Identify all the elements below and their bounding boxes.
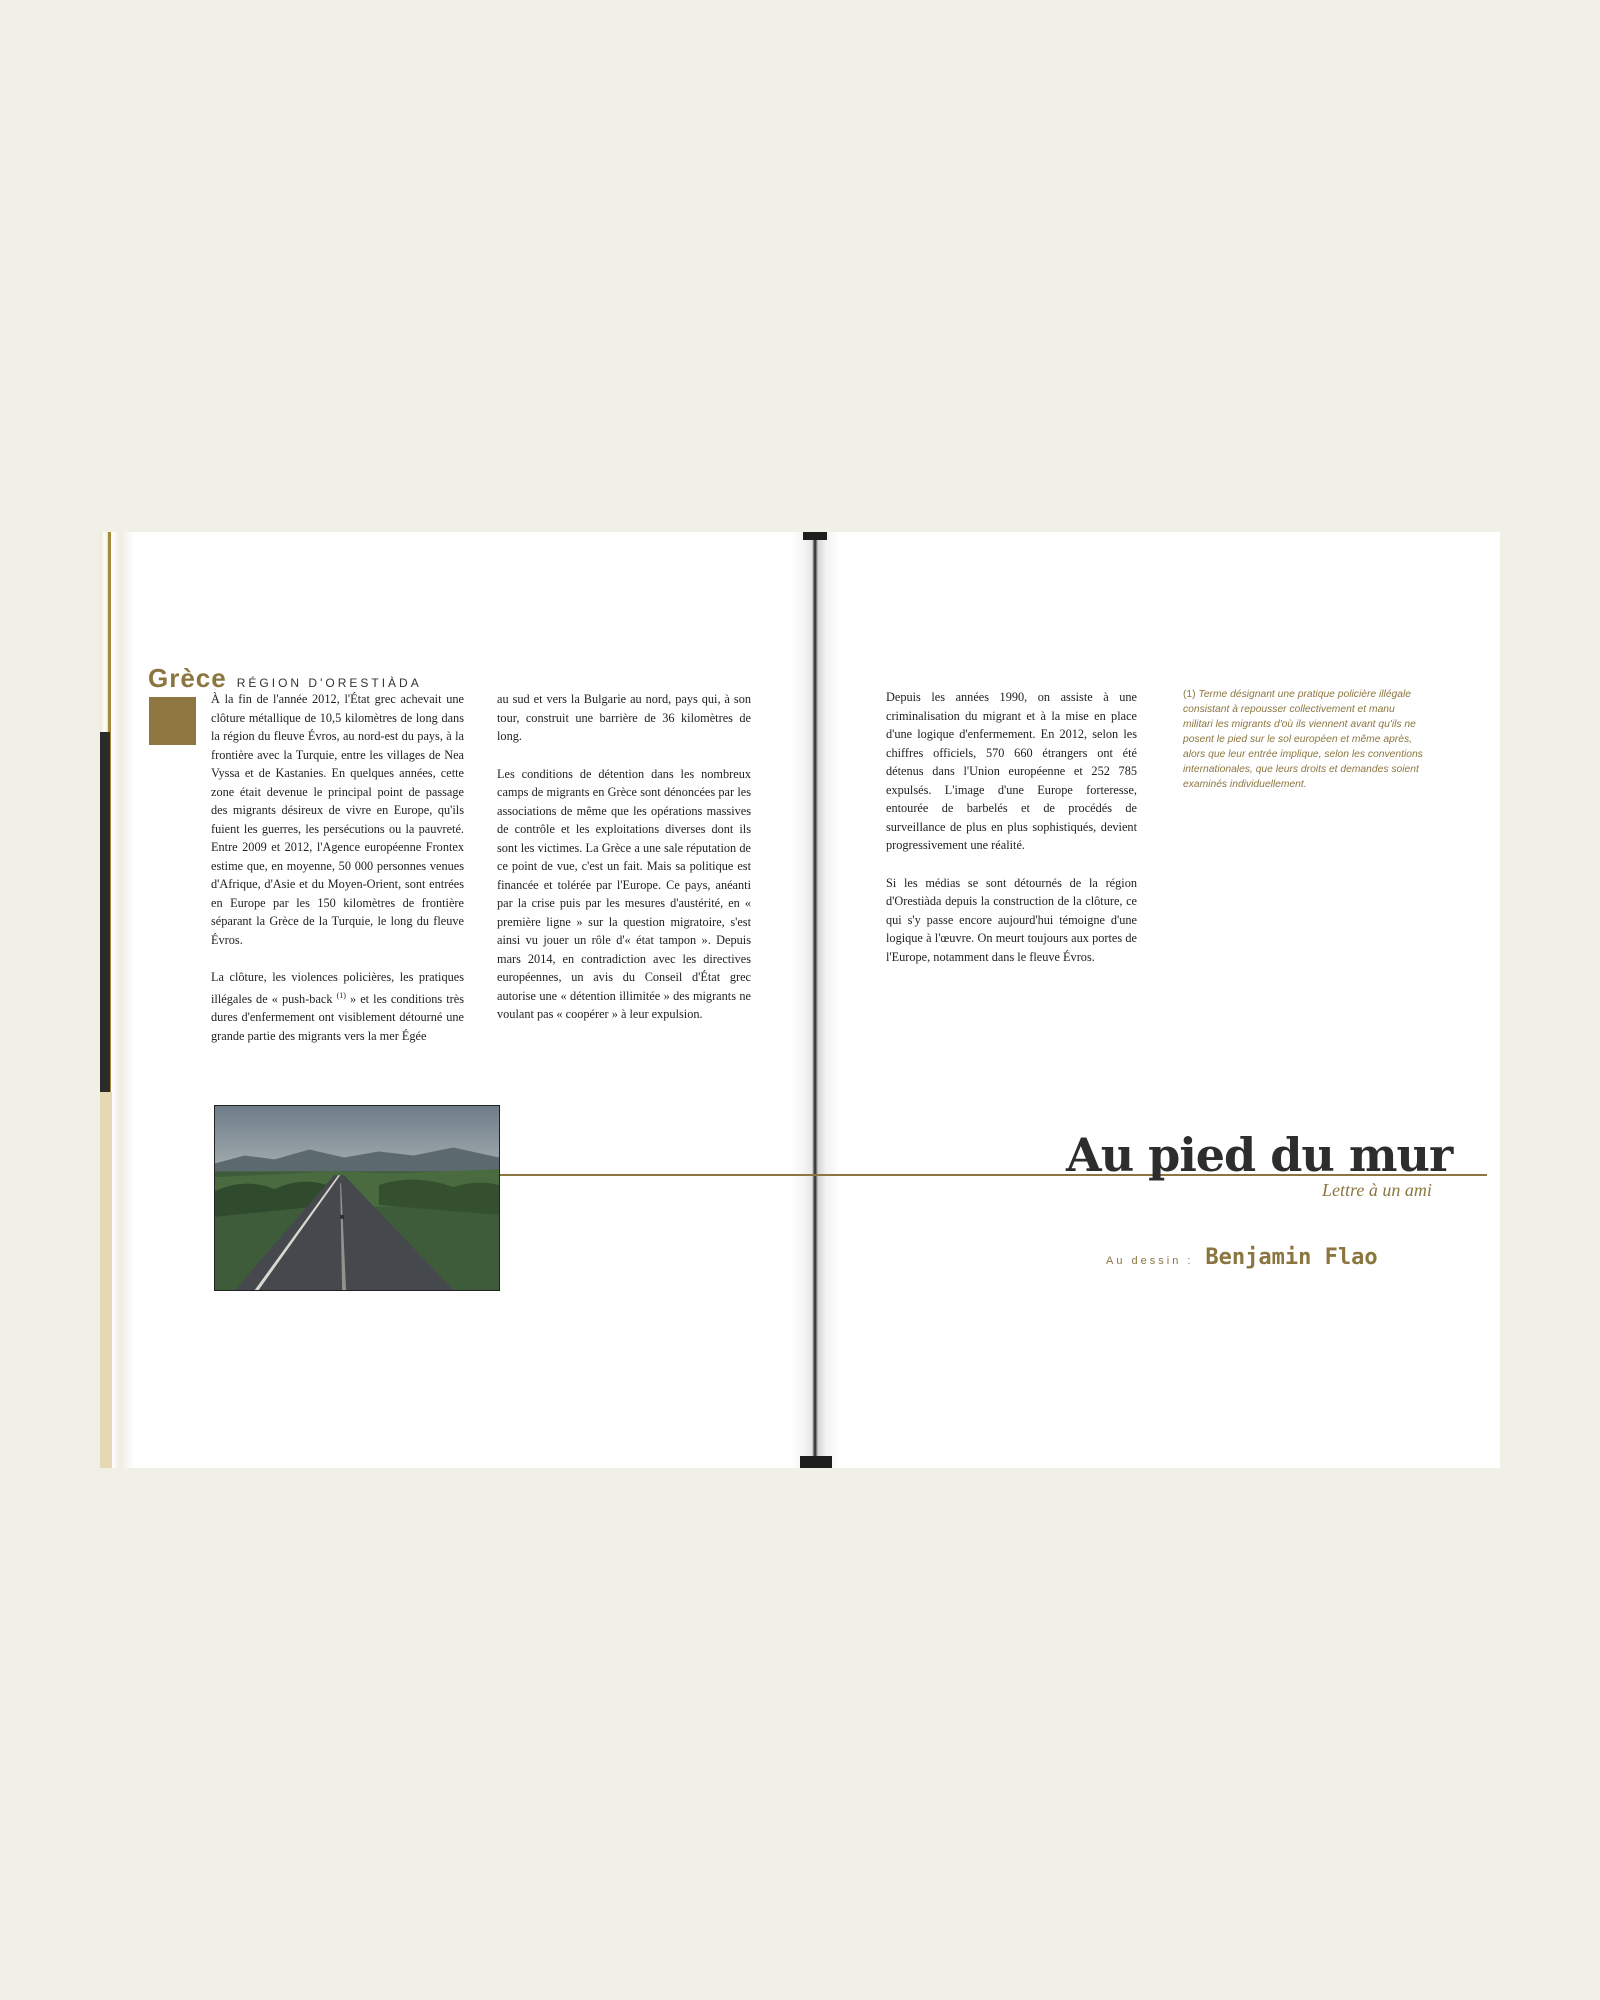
paragraph: Les conditions de détention dans les nombreux camps de migrants en Grèce sont dénoncées par les associations de même que les opérations massives de contrôle et les exploitations diverses dont ils sont les victimes. La Grèce a une sale réputation de ce point de vue, c'est un fait. Mais sa politique est financée et tolérée par l'Europe. Ce pays, anéanti par la crise puis par les mesures d'austérité, en « première ligne » sur la question migratoire, s'est ainsi vu jouer un rôle d'« état tampon ». Depuis mars 2014, en contradiction avec les directives européennes, un avis du Conseil d'État grec autorise une « détention illimitée » des migrants ne voulant pas « coopérer » à leur expulsion. (497, 766, 751, 1021)
paragraph: À la fin de l'année 2012, l'État grec achevait une clôture métallique de 10,5 kilomètres de long dans la région du fleuve Évros, au nord-est du pays, à la frontière avec la Turquie, entre les villages de Nea Vyssa et de Kastanies. En quelques années, cette zone était devenue le principal point de passage des migrants désireux de vivre en Europe, qu'ils fuient les guerres, les persécutions ou la pauvreté. Entre 2009 et 2012, l'Agence européenne Frontex estime que, en moyenne, 50 000 personnes venues d'Afrique, d'Asie et du Moyen-Orient, sont entrées en Europe par les 150 kilomètres de frontière séparant la Grèce de la Turquie, le long du fleuve Évros. (211, 692, 464, 947)
text-column-2 (497, 690, 751, 1043)
paper-edge-strip (100, 1092, 112, 1468)
paragraph: au sud et vers la Bulgarie au nord, pays qui, à son tour, construit une barrière de 36 kilomètres de long. (497, 692, 751, 743)
book-subtitle: Lettre à un ami (1322, 1180, 1432, 1200)
road-photo (214, 1105, 500, 1291)
gold-square-ornament (149, 697, 196, 745)
text-column-1 (211, 690, 464, 1064)
region-name: RÉGION D'ORESTIÀDA (236, 676, 422, 690)
illustrator-credit (1106, 1245, 1378, 1270)
text-segment: » et les conditions très dures d'enfermement ont visiblement détourné une grande partie des migrants vers la mer Égée (211, 991, 464, 1043)
text-column-3 (886, 688, 1137, 985)
paragraph: Si les médias se sont détournés de la région d'Orestiàda depuis la construction de la clôture, ce qui s'y passe encore aujourd'hui témoigne d'une logique à l'œuvre. On meurt toujours aux portes de l'Europe, notamment dans le fleuve Évros. (886, 875, 1137, 964)
footnote-number: (1) (1183, 689, 1196, 700)
credit-label: Au dessin : (1106, 1255, 1194, 1267)
footnote (1183, 687, 1423, 792)
dark-edge-strip (100, 732, 110, 1092)
book-title: Au pied du mur (1066, 1128, 1453, 1182)
paragraph: Depuis les années 1990, on assiste à une criminalisation du migrant et à la mise en place d'une logique d'enfermement. En 2012, selon les chiffres officiels, 570 660 étrangers ont été détenus dans l'Union européenne et 252 785 expulsés. L'image d'une Europe forteresse, entourée de barbelés et de procédés de surveillance de plus en plus sophistiqués, devient progressivement une réalité. (886, 690, 1137, 852)
text-segment: La clôture, les violences policières, les pratiques illégales de « push-back (211, 970, 464, 1006)
gutter-bottom-shadow (800, 1456, 832, 1468)
footnote-text: Terme désignant une pratique policière illégale consistant à repousser collectivement et manu militari les migrants d'où ils viennent avant qu'ils ne posent le pied sur le sol européen et même après, alors que leur entrée implique, selon les conventions internationales, que leurs droits et demandes soient examinés individuellement. (1183, 689, 1423, 790)
paragraph (211, 968, 464, 1045)
footnote-reference: (1) (336, 990, 346, 1000)
country-name: Grèce (148, 663, 227, 693)
gutter-top-shadow (803, 532, 827, 540)
artist-name: Benjamin Flao (1205, 1245, 1378, 1270)
book-gutter (790, 532, 840, 1468)
